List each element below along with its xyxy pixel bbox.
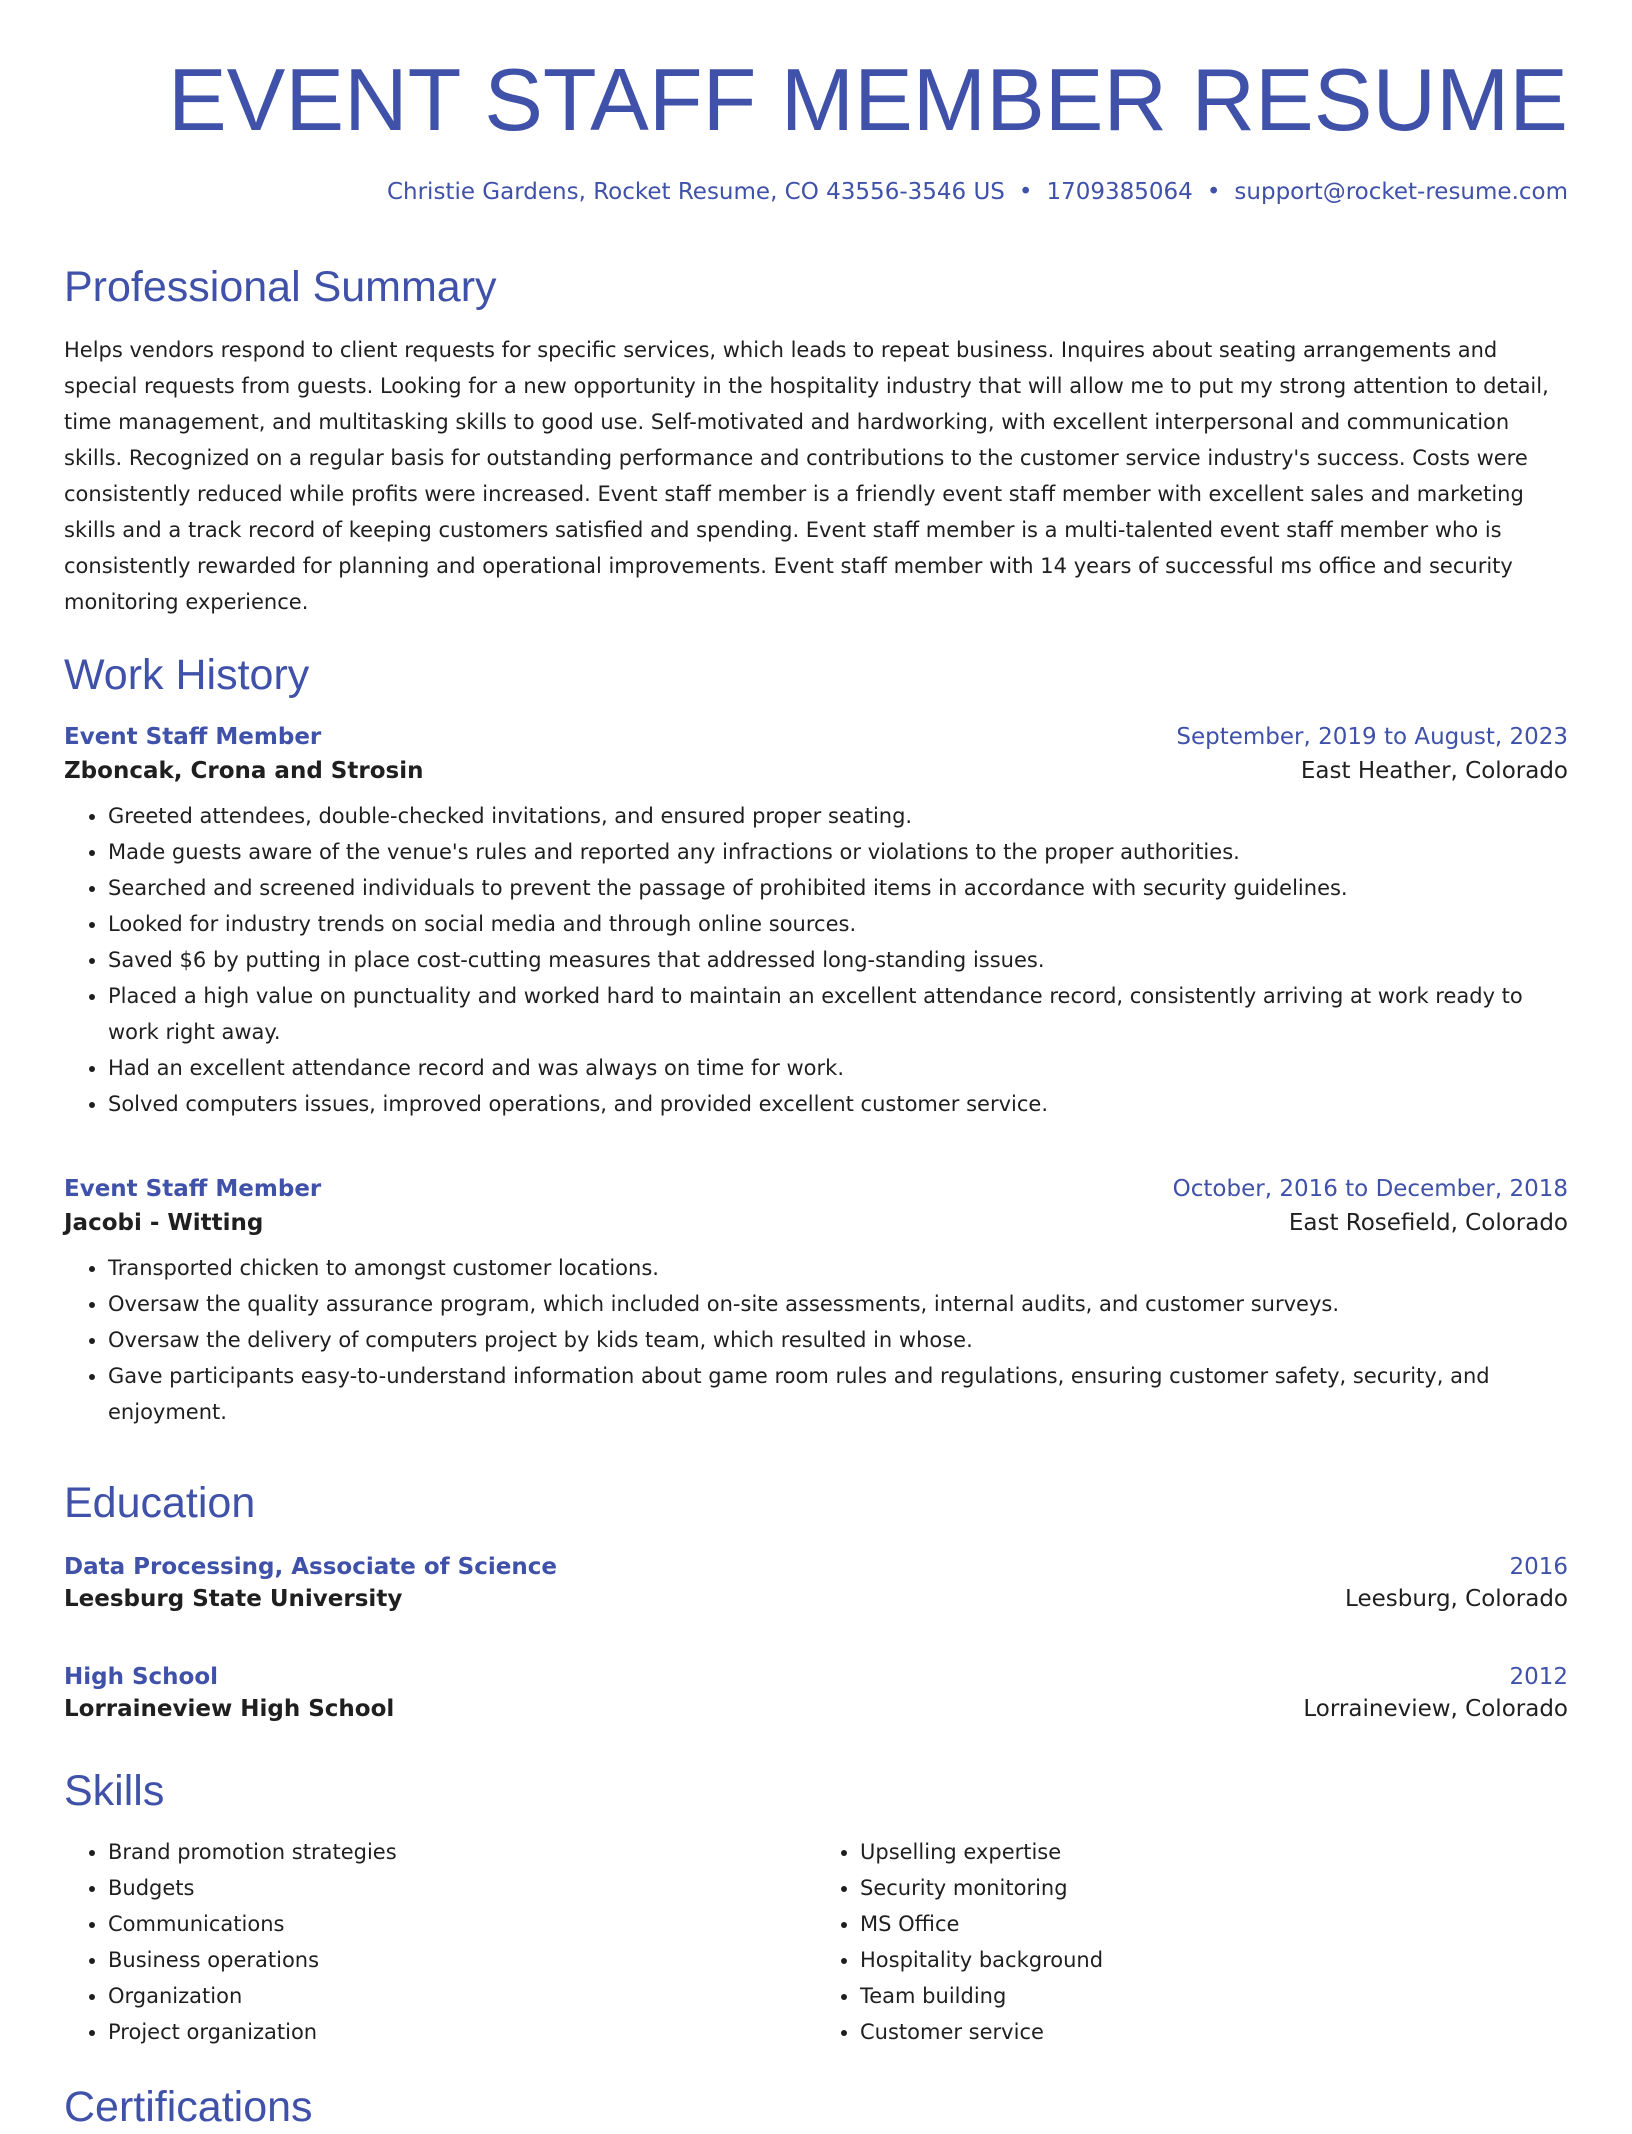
skills-section: [64, 1766, 1568, 2050]
job-title-row: [64, 724, 1568, 750]
school-row: [64, 1696, 1568, 1722]
job-dates: October, 2016 to December, 2018: [1172, 1176, 1568, 1202]
job-location: East Heather, Colorado: [1300, 758, 1568, 784]
skills-right-list: [816, 1834, 1568, 2050]
school-name: Lorraineview High School: [64, 1696, 395, 1722]
contact-separator: •: [1206, 178, 1221, 205]
degree-year: 2016: [1509, 1554, 1568, 1580]
list-item: • Organization: [108, 1978, 816, 2014]
education-heading: Education: [64, 1479, 256, 1527]
work-history-section: [64, 650, 1568, 702]
skills-left-list: [64, 1834, 816, 2050]
list-item: • Communications: [108, 1906, 816, 1942]
job-company: Jacobi - Witting: [64, 1210, 264, 1236]
list-item: • Project organization: [108, 2014, 816, 2050]
degree-year: 2012: [1509, 1664, 1568, 1690]
degree-row: [64, 1664, 1568, 1690]
job-title: Event Staff Member: [64, 1176, 322, 1202]
list-item: • Hospitality background: [860, 1942, 1568, 1978]
contact-separator: •: [1018, 178, 1033, 205]
job-dates: September, 2019 to August, 2023: [1176, 724, 1568, 750]
certifications-heading: Certifications: [64, 2083, 313, 2131]
list-item: • Budgets: [108, 1870, 816, 1906]
job-bullets: [64, 1250, 1568, 1430]
list-item: • Oversaw the delivery of computers project by kids team, which resulted in whose.: [108, 1322, 1568, 1358]
summary-heading: Professional Summary: [64, 263, 497, 311]
list-item: • Made guests aware of the venue's rules and reported any infractions or violations to the proper authorities.: [108, 834, 1568, 870]
job-entry: [64, 1176, 1568, 1430]
school-location: Leesburg, Colorado: [1345, 1586, 1568, 1612]
skills-columns: [64, 1834, 1568, 2050]
degree-row: [64, 1554, 1568, 1580]
job-entry: [64, 724, 1568, 1122]
degree-name: High School: [64, 1664, 219, 1690]
list-item: • Security monitoring: [860, 1870, 1568, 1906]
resume-header: [64, 0, 1568, 205]
school-location: Lorraineview, Colorado: [1303, 1696, 1568, 1722]
skills-heading: Skills: [64, 1767, 165, 1815]
summary-section: [64, 262, 1568, 620]
job-title: Event Staff Member: [64, 724, 322, 750]
job-location: East Rosefield, Colorado: [1288, 1210, 1568, 1236]
school-name: Leesburg State University: [64, 1586, 403, 1612]
job-company-row: [64, 758, 1568, 784]
job-company: Zboncak, Crona and Strosin: [64, 758, 424, 784]
contact-address: Christie Gardens, Rocket Resume, CO 43556-3546 US: [386, 178, 1005, 205]
job-title-row: [64, 1176, 1568, 1202]
list-item: • Searched and screened individuals to prevent the passage of prohibited items in accordance with security guidelines.: [108, 870, 1568, 906]
list-item: • Customer service: [860, 2014, 1568, 2050]
list-item: • Brand promotion strategies: [108, 1834, 816, 1870]
list-item: • Placed a high value on punctuality and worked hard to maintain an excellent attendance record, consistently arriving at work ready to work right away.: [108, 978, 1568, 1050]
list-item: • Greeted attendees, double-checked invitations, and ensured proper seating.: [108, 798, 1568, 834]
summary-text: Helps vendors respond to client requests for specific services, which leads to repeat business. Inquires about seating arrangements and special requests from guests. Looking for a new opportunity in the hospitality industry that will allow me to put my strong attention to detail, time management, and multitasking skills to good use. Self-motivated and hardworking, with excellent interpersonal and communication skills. Recognized on a regular basis for outstanding performance and contributions to the customer service industry's success. Costs were consistently reduced while profits were increased. Event staff member is a friendly event staff member with excellent sales and marketing skills and a track record of keeping customers satisfied and spending. Event staff member is a multi-talented event staff member who is consistently rewarded for planning and operational improvements. Event staff member with 14 years of successful ms office and security monitoring experience.: [64, 337, 1549, 614]
education-entry: [64, 1664, 1568, 1722]
education-entry: [64, 1554, 1568, 1612]
certifications-section: [64, 2082, 1568, 2134]
education-section: [64, 1478, 1568, 1530]
resume-title: EVENT STAFF MEMBER RESUME: [167, 50, 1568, 149]
degree-name: Data Processing, Associate of Science: [64, 1554, 557, 1580]
contact-phone: 1709385064: [1046, 178, 1193, 205]
list-item: • Saved $6 by putting in place cost-cutting measures that addressed long-standing issues.: [108, 942, 1568, 978]
list-item: • Had an excellent attendance record and was always on time for work.: [108, 1050, 1568, 1086]
list-item: • Oversaw the quality assurance program, which included on-site assessments, internal audits, and customer surveys.: [108, 1286, 1568, 1322]
list-item: • MS Office: [860, 1906, 1568, 1942]
school-row: [64, 1586, 1568, 1612]
list-item: • Business operations: [108, 1942, 816, 1978]
job-bullets: [64, 798, 1568, 1122]
list-item: • Team building: [860, 1978, 1568, 2014]
list-item: • Transported chicken to amongst customer locations.: [108, 1250, 1568, 1286]
work-history-heading: Work History: [64, 651, 310, 699]
list-item: • Gave participants easy-to-understand information about game room rules and regulations, ensuring customer safety, security, and enjoyment.: [108, 1358, 1568, 1430]
job-company-row: [64, 1210, 1568, 1236]
list-item: • Upselling expertise: [860, 1834, 1568, 1870]
contact-line: [64, 179, 1568, 205]
list-item: • Solved computers issues, improved operations, and provided excellent customer service.: [108, 1086, 1568, 1122]
list-item: • Looked for industry trends on social media and through online sources.: [108, 906, 1568, 942]
contact-email: support@rocket-resume.com: [1234, 178, 1568, 205]
